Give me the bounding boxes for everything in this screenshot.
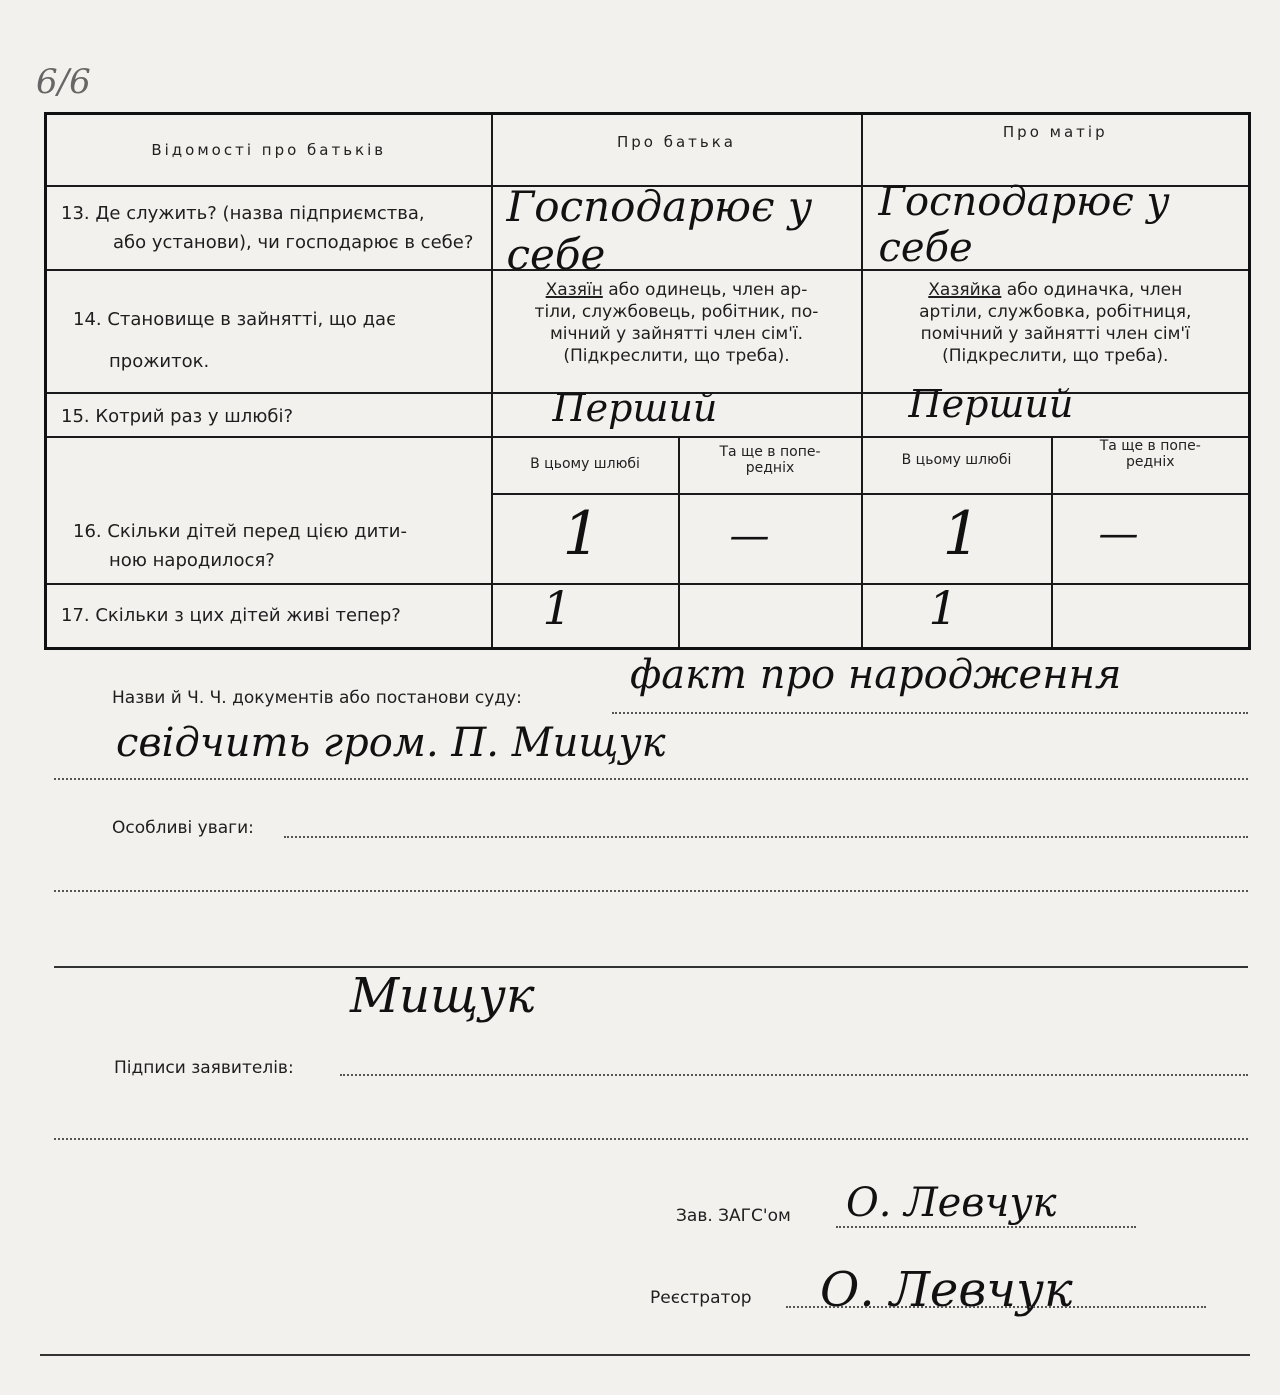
sub-mother-this: В цьому шлюбі: [901, 452, 1012, 469]
header-info: Відомості про батьків: [151, 141, 387, 159]
row13-mother-cell: [862, 178, 1250, 271]
row13-mother-answer: Господарює у себе: [878, 178, 1170, 271]
row14-question-line2: прожиток.: [109, 351, 210, 373]
registrar-line: [786, 1306, 1206, 1308]
row15-mother-cell: [862, 382, 1250, 437]
row17-question-cell: [46, 584, 492, 648]
parents-info-table: [44, 112, 1251, 650]
row14-father-cell: [492, 270, 862, 393]
sub-father-prev: Та ще в попе-редніх: [719, 444, 821, 477]
sub-father-prev-cell: [679, 437, 862, 493]
row16-father-this-cell: [492, 494, 679, 585]
row17-father-prev-cell: [679, 584, 862, 648]
row13-father-cell: [492, 181, 862, 279]
header-mother: Про матір: [1002, 123, 1108, 141]
row14-mother-cell: [862, 270, 1250, 393]
father-status-line4: (Підкреслити, що треба).: [563, 346, 790, 367]
head-label: Зав. ЗАГС'ом: [676, 1206, 791, 1226]
sub-mother-prev-cell: [1052, 437, 1250, 493]
father-status-selected: Хазяїн: [545, 280, 603, 301]
header-info-cell: [46, 114, 492, 186]
head-signature: О. Левчук: [846, 1180, 1057, 1226]
applicant-signature: Мищук: [350, 968, 535, 1024]
row15-mother-answer: Перший: [908, 382, 1074, 427]
row15-father-cell: [492, 386, 862, 437]
row16-mother-this-cell: [862, 494, 1052, 585]
remarks-line1: [284, 836, 1248, 838]
signatures-line2: [54, 1138, 1248, 1140]
row17-mother-this: 1: [928, 581, 958, 636]
row16-mother-prev-cell: [1052, 494, 1250, 585]
row16-mother-prev: —: [1098, 510, 1139, 557]
bottom-rule: [40, 1354, 1250, 1356]
header-mother-cell: [862, 114, 1250, 186]
row15-question-cell: [46, 393, 492, 437]
row17-father-this: 1: [542, 581, 572, 636]
row16-father-prev: —: [729, 512, 770, 559]
row17-question: 17. Скільки з цих дітей живі тепер?: [61, 605, 401, 627]
mother-status-line3: помічний у зайнятті член сім'ї: [920, 324, 1190, 345]
row16-question-cell: [46, 437, 492, 584]
mother-status-selected: Хазяйка: [928, 280, 1002, 301]
father-status-line3: мічний у зайнятті член сім'ї.: [549, 324, 804, 345]
row17-father-this-cell: [492, 581, 679, 648]
mother-status-rest: або одиначка, член: [1001, 280, 1183, 301]
row17-mother-this-cell: [862, 581, 1052, 648]
sub-father-this: В цьому шлюбі: [530, 456, 640, 473]
row16-question-line2: ною народилося?: [109, 550, 275, 572]
documents-value-line1: факт про народження: [630, 652, 1122, 698]
row13-question-line1: 13. Де служить? (назва підприємства,: [61, 202, 425, 224]
sub-father-this-cell: [492, 437, 679, 493]
head-line: [836, 1226, 1136, 1228]
row15-question: 15. Котрий раз у шлюбі?: [61, 406, 294, 428]
documents-line1: [612, 712, 1248, 714]
row13-father-answer: Господарює у себе: [506, 181, 813, 279]
header-father: Про батька: [616, 133, 737, 151]
documents-label: Назви й Ч. Ч. документів або постанови суду:: [112, 688, 522, 708]
row16-father-this: 1: [562, 498, 601, 569]
page-number: 6/6: [36, 62, 91, 102]
documents-value-line2: свідчить гром. П. Мищук: [116, 720, 666, 766]
mother-status-line2: артіли, службовка, робітниця,: [919, 302, 1192, 323]
row17-mother-prev-cell: [1052, 584, 1250, 648]
row14-question-line1: 14. Становище в зайнятті, що дає: [73, 309, 396, 331]
signatures-label: Підписи заявителів:: [114, 1058, 294, 1078]
father-status-rest: або одинець, член ар-: [602, 280, 808, 301]
row13-question-line2: або установи), чи господарює в себе?: [113, 231, 474, 253]
row16-mother-this: 1: [942, 498, 981, 569]
remarks-line2: [54, 890, 1248, 892]
registrar-signature: О. Левчук: [820, 1262, 1073, 1318]
header-father-cell: [492, 114, 862, 186]
row13-question-cell: [46, 186, 492, 270]
row15-father-answer: Перший: [552, 386, 718, 431]
documents-line2: [54, 778, 1248, 780]
registrar-label: Реєстратор: [650, 1288, 752, 1308]
row16-father-prev-cell: [679, 494, 862, 585]
remarks-label: Особливі уваги:: [112, 818, 254, 838]
mother-status-line4: (Підкреслити, що треба).: [942, 346, 1169, 367]
father-status-line2: тіли, службовець, робітник, по-: [534, 302, 819, 323]
sub-mother-this-cell: [862, 437, 1052, 493]
remarks-line3: [54, 966, 1248, 968]
row16-question-line1: 16. Скільки дітей перед цією дити-: [73, 521, 407, 543]
signatures-line1: [340, 1074, 1248, 1076]
sub-mother-prev: Та ще в попе-редніх: [1099, 438, 1201, 471]
row14-question-cell: [46, 270, 492, 393]
